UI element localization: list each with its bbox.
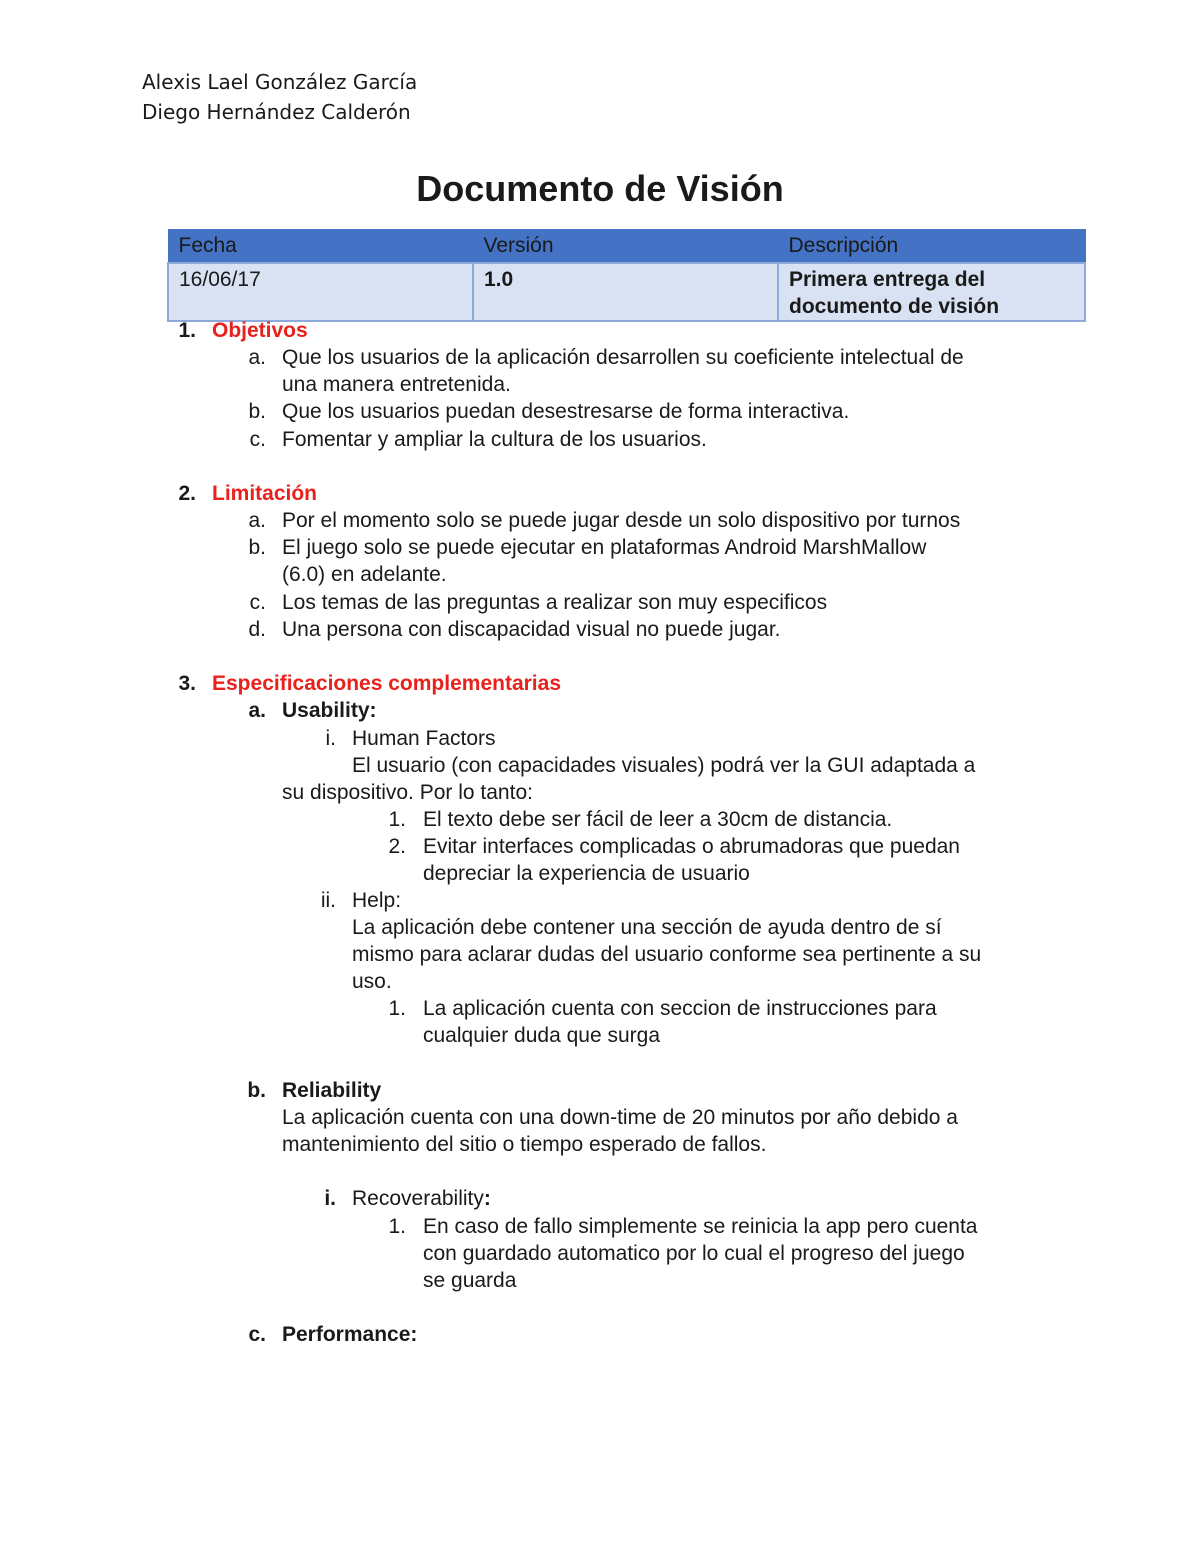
human-factors-text-line2: su dispositivo. Por lo tanto:: [282, 781, 533, 804]
cell-descripcion-line1: Primera entrega del: [789, 268, 986, 291]
help-text-line3: uso.: [352, 970, 392, 993]
s1-item-c-marker: c.: [249, 428, 266, 451]
reliability-marker: b.: [247, 1079, 266, 1102]
s1-item-c-line1: Fomentar y ampliar la cultura de los usuarios.: [282, 428, 707, 451]
reliability-text-line1: La aplicación cuenta con una down-time de 20 minutos por año debido a: [282, 1106, 958, 1129]
rec-item-1-marker: 1.: [388, 1215, 406, 1238]
hf-item-2-line1: Evitar interfaces complicadas o abrumadoras que puedan: [423, 835, 960, 858]
s2-item-d-line1: Una persona con discapacidad visual no puede jugar.: [282, 618, 781, 641]
reliability-heading: Reliability: [282, 1079, 382, 1102]
hf-item-1-marker: 1.: [388, 808, 406, 831]
rec-item-1-line1: En caso de fallo simplemente se reinicia la app pero cuenta: [423, 1215, 978, 1238]
performance-marker: c.: [248, 1323, 266, 1346]
human-factors-text-line1: El usuario (con capacidades visuales) podrá ver la GUI adaptada a: [352, 754, 976, 777]
author-name-2: Diego Hernández Calderón: [142, 100, 411, 124]
recoverability-marker: i.: [324, 1187, 336, 1210]
s2-item-d-marker: d.: [248, 618, 266, 641]
cell-version: 1.0: [473, 263, 778, 321]
help-item-1-line2: cualquier duda que surga: [423, 1024, 661, 1047]
human-factors-heading: Human Factors: [352, 727, 496, 750]
help-text-line1: La aplicación debe contener una sección de ayuda dentro de sí: [352, 916, 942, 939]
help-marker: ii.: [320, 889, 336, 912]
revision-table: [167, 229, 1086, 322]
section-1-title: Objetivos: [212, 319, 308, 342]
s2-item-c-marker: c.: [249, 591, 266, 614]
s2-item-b-line2: (6.0) en adelante.: [282, 563, 447, 586]
s2-item-a-marker: a.: [248, 509, 266, 532]
hf-item-2-line2: depreciar la experiencia de usuario: [423, 862, 750, 885]
help-item-1-marker: 1.: [388, 997, 406, 1020]
s1-item-a-marker: a.: [248, 346, 266, 369]
recoverability-colon: :: [483, 1187, 491, 1210]
human-factors-marker: i.: [325, 727, 336, 750]
hf-item-2-marker: 2.: [388, 835, 406, 858]
revision-table-row: [168, 263, 1085, 321]
section-2-title: Limitación: [212, 482, 318, 505]
s2-item-c-line1: Los temas de las preguntas a realizar son muy especificos: [282, 591, 828, 614]
s1-item-b-marker: b.: [248, 400, 266, 423]
revision-table-header: [168, 230, 1085, 264]
reliability-text-line2: mantenimiento del sitio o tiempo esperado de fallos.: [282, 1133, 767, 1156]
help-text-line2: mismo para aclarar dudas del usuario conforme sea pertinente a su: [352, 943, 982, 966]
s1-item-a-line1: Que los usuarios de la aplicación desarrollen su coeficiente intelectual de: [282, 346, 964, 369]
performance-heading: Performance:: [282, 1323, 418, 1346]
header-version: Versión: [473, 230, 778, 264]
help-heading: Help:: [352, 889, 402, 912]
s2-item-b-line1: El juego solo se puede ejecutar en plataformas Android MarshMallow: [282, 536, 927, 559]
document-title: Documento de Visión: [416, 168, 784, 209]
s1-item-a-line2: una manera entretenida.: [282, 373, 511, 396]
rec-item-1-line3: se guarda: [423, 1269, 517, 1292]
cell-descripcion-line2: documento de visión: [789, 295, 1000, 318]
s2-item-b-marker: b.: [248, 536, 266, 559]
author-name-1: Alexis Lael González García: [142, 70, 418, 94]
usability-marker: a.: [248, 699, 266, 722]
section-3-number: 3.: [178, 672, 196, 695]
recoverability-heading: [352, 1185, 491, 1212]
cell-fecha: 16/06/17: [168, 263, 473, 321]
recoverability-label: Recoverability: [352, 1187, 484, 1210]
s2-item-a-line1: Por el momento solo se puede jugar desde un solo dispositivo por turnos: [282, 509, 961, 532]
cell-descripcion: [778, 263, 1085, 321]
section-1-number: 1.: [178, 319, 196, 342]
section-3-title: Especificaciones complementarias: [212, 672, 561, 695]
usability-heading: Usability:: [282, 699, 377, 722]
s1-item-b-line1: Que los usuarios puedan desestresarse de forma interactiva.: [282, 400, 850, 423]
header-fecha: Fecha: [168, 230, 473, 264]
section-2-number: 2.: [178, 482, 196, 505]
header-descripcion: Descripción: [778, 230, 1085, 264]
hf-item-1-line1: El texto debe ser fácil de leer a 30cm de distancia.: [423, 808, 893, 831]
help-item-1-line1: La aplicación cuenta con seccion de instrucciones para: [423, 997, 937, 1020]
rec-item-1-line2: con guardado automatico por lo cual el progreso del juego: [423, 1242, 965, 1265]
